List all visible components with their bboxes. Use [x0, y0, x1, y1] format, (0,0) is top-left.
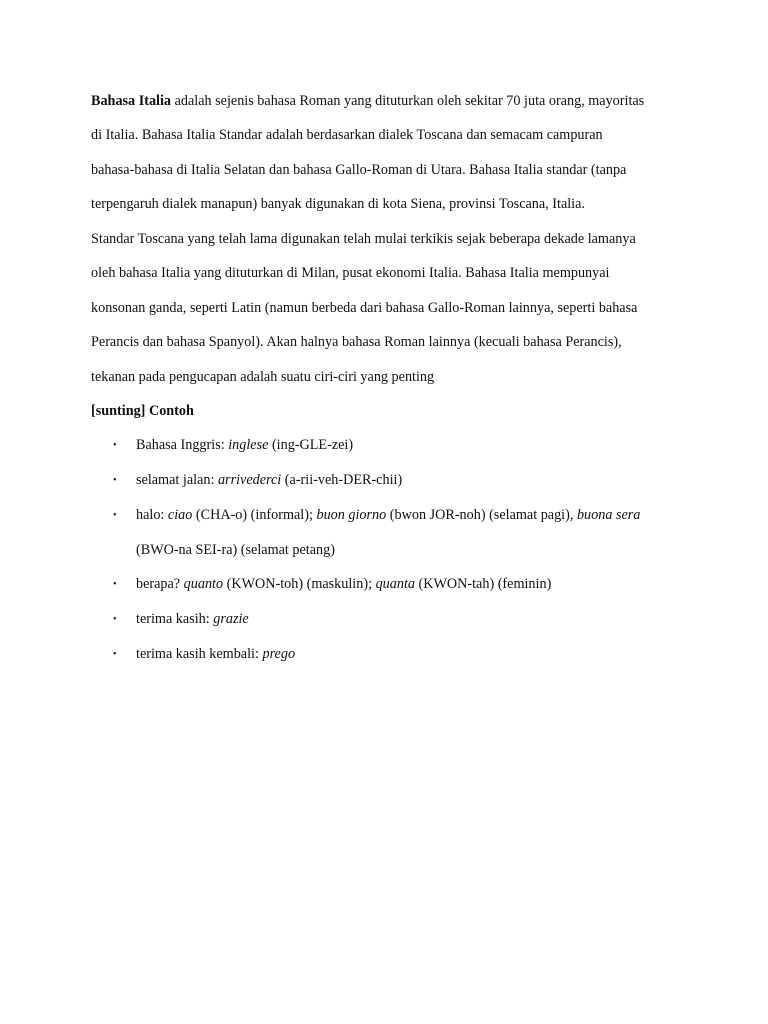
paragraph-line-9: tekanan pada pengucapan adalah suatu ciri-ciri yang penting [91, 369, 435, 385]
bullet-icon: • [113, 614, 117, 625]
list-item [136, 506, 640, 524]
bullet-icon: • [113, 475, 117, 486]
italian-word: buon giorno [316, 507, 387, 523]
italian-word: ciao [167, 507, 193, 523]
list-item [136, 436, 353, 454]
italian-word: inglese [228, 437, 269, 453]
italian-word: grazie [213, 611, 249, 627]
paragraph-line-6: oleh bahasa Italia yang dituturkan di Milan, pusat ekonomi Italia. Bahasa Italia mempunyai [91, 265, 610, 281]
paragraph-line-8: Perancis dan bahasa Spanyol). Akan halnya bahasa Roman lainnya (kecuali bahasa Perancis), [91, 334, 622, 350]
bullet-icon: • [113, 579, 117, 590]
pronunciation: (KWON-toh) (maskulin); [223, 576, 376, 592]
paragraph-text: adalah sejenis bahasa Roman yang dituturkan oleh sekitar 70 juta orang, mayoritas [171, 93, 645, 109]
list-item-prefix: berapa? [136, 576, 184, 592]
list-item [136, 645, 295, 663]
paragraph-line-5: Standar Toscana yang telah lama digunakan telah mulai terkikis sejak beberapa dekade lamanya [91, 231, 636, 247]
list-item-prefix: selamat jalan: [136, 472, 218, 488]
paragraph-line-1 [91, 92, 644, 110]
pronunciation: (bwon JOR-noh) (selamat pagi), [386, 507, 577, 523]
italian-word: arrivederci [217, 472, 282, 488]
bullet-icon: • [113, 440, 117, 451]
paragraph-line-3: bahasa-bahasa di Italia Selatan dan bahasa Gallo-Roman di Utara. Bahasa Italia standar (tanpa [91, 162, 627, 178]
pronunciation: (CHA-o) (informal); [192, 507, 317, 523]
pronunciation: (a-rii-veh-DER-chii) [281, 472, 403, 488]
list-item-prefix: halo: [136, 507, 168, 523]
bullet-icon: • [113, 510, 117, 521]
paragraph-line-2: di Italia. Bahasa Italia Standar adalah berdasarkan dialek Toscana dan semacam campuran [91, 127, 603, 143]
list-item-continuation: (BWO-na SEI-ra) (selamat petang) [136, 542, 335, 558]
list-item-prefix: terima kasih: [136, 611, 214, 627]
paragraph-line-7: konsonan ganda, seperti Latin (namun berbeda dari bahasa Gallo-Roman lainnya, seperti bahasa [91, 300, 638, 316]
list-item [136, 471, 402, 489]
italian-word: prego [262, 646, 296, 662]
bullet-icon: • [113, 649, 117, 660]
list-item [136, 610, 249, 628]
list-item-prefix: Bahasa Inggris: [136, 437, 229, 453]
section-heading: [sunting] Contoh [91, 403, 194, 419]
italian-word: buona sera [576, 507, 641, 523]
list-item [136, 575, 551, 593]
pronunciation: (KWON-tah) (feminin) [414, 576, 552, 592]
pronunciation: (ing-GLE-zei) [268, 437, 354, 453]
list-item-prefix: terima kasih kembali: [136, 646, 263, 662]
italian-word: quanta [375, 576, 415, 592]
paragraph-line-4: terpengaruh dialek manapun) banyak digunakan di kota Siena, provinsi Toscana, Italia. [91, 196, 585, 212]
italian-word: quanto [183, 576, 224, 592]
term-bold: Bahasa Italia [91, 93, 172, 109]
